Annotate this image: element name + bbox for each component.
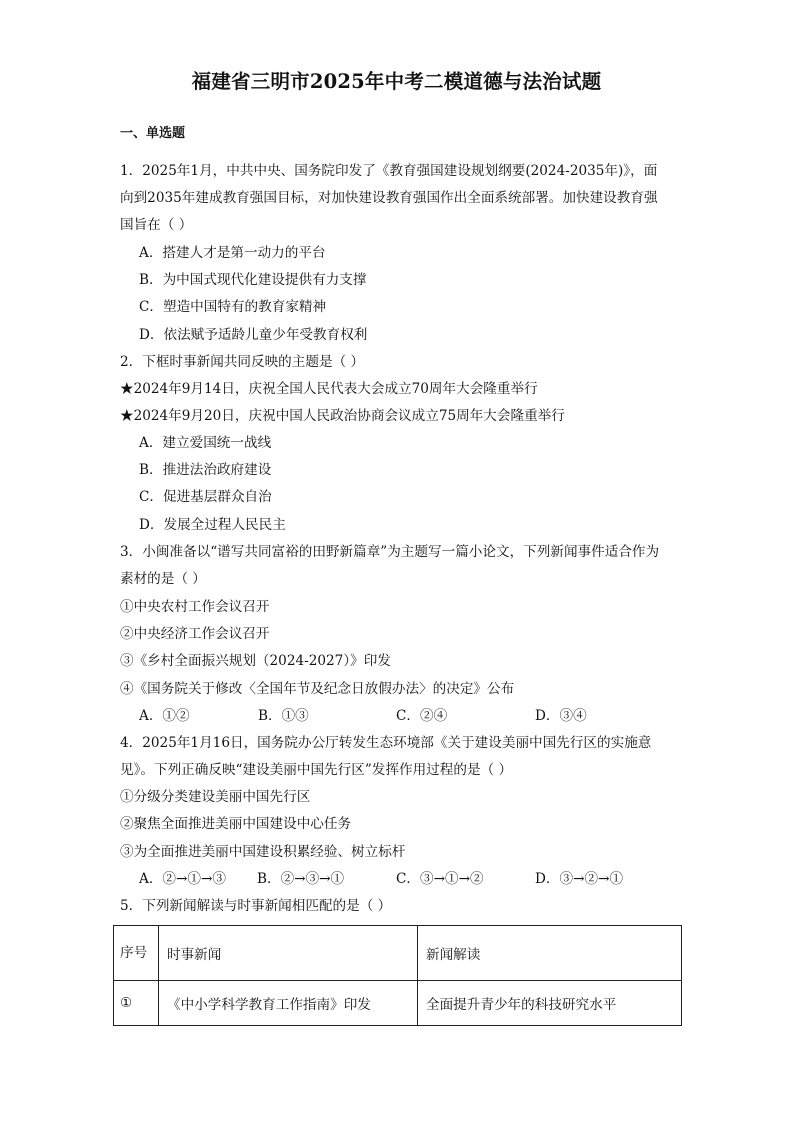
q2-option-d: D．发展全过程人民民主 xyxy=(139,517,286,533)
q3-item-2: ②中央经济工作会议召开 xyxy=(120,626,270,642)
q1-option-b: B．为中国式现代化建设提供有力支撑 xyxy=(139,272,367,288)
q5-table xyxy=(113,925,682,1026)
q4-item-3: ③为全面推进美丽中国建设积累经验、树立标杆 xyxy=(120,844,406,860)
q4-option-c: C．③→①→② xyxy=(396,871,484,887)
q3-line-2: 素材的是（ ） xyxy=(120,571,206,587)
q4-option-d: D．③→②→① xyxy=(535,871,624,887)
q2-stem: 2．下框时事新闻共同反映的主题是（ ） xyxy=(120,354,365,370)
q5-stem: 5．下列新闻解读与时事新闻相匹配的是（ ） xyxy=(120,898,392,914)
q1-line-2: 向到2035年建成教育强国目标，对加快建设教育强国作出全面系统部署。加快建设教育强 xyxy=(120,190,658,206)
q2-option-c: C．促进基层群众自治 xyxy=(139,489,272,505)
q2-option-a: A．建立爱国统一战线 xyxy=(139,435,272,451)
row-news: 《中小学科学教育工作指南》印发 xyxy=(159,981,418,1026)
q4-line-1: 4．2025年1月16日，国务院办公厅转发生态环境部《关于建设美丽中国先行区的实施意 xyxy=(120,735,652,751)
q3-options-row xyxy=(139,707,699,725)
q4-line-2: 见》。下列正确反映“建设美丽中国先行区”发挥作用过程的是（ ） xyxy=(120,762,513,778)
row-seq: ① xyxy=(114,981,159,1026)
q4-item-2: ②聚焦全面推进美丽中国建设中心任务 xyxy=(120,816,352,832)
q4-option-b: B．②→③→① xyxy=(257,871,345,887)
q1-option-d: D．依法赋予适龄儿童少年受教育权利 xyxy=(139,327,368,343)
q1-option-a: A．搭建人才是第一动力的平台 xyxy=(139,245,326,261)
table-header-row xyxy=(114,926,682,981)
q2-news-1: ★2024年9月14日，庆祝全国人民代表大会成立70周年大会隆重举行 xyxy=(120,381,538,397)
table-row xyxy=(114,981,682,1026)
q3-option-d: D．③④ xyxy=(535,708,587,724)
q4-option-a: A．②→①→③ xyxy=(139,871,226,887)
header-news: 时事新闻 xyxy=(159,926,418,981)
q3-option-a: A．①② xyxy=(139,708,190,724)
q4-item-1: ①分级分类建设美丽中国先行区 xyxy=(120,789,311,805)
header-interpretation: 新闻解读 xyxy=(418,926,682,981)
q3-item-3: ③《乡村全面振兴规划（2024-2027）》印发 xyxy=(120,653,391,669)
page-title: 福建省三明市2025年中考二模道德与法治试题 xyxy=(191,70,602,93)
q3-line-1: 3．小闽准备以“谱写共同富裕的田野新篇章”为主题写一篇小论文，下列新闻事件适合作为 xyxy=(120,544,660,560)
section-heading: 一、单选题 xyxy=(120,126,186,141)
q2-news-2: ★2024年9月20日，庆祝中国人民政治协商会议成立75周年大会隆重举行 xyxy=(120,408,565,424)
q3-option-b: B．①③ xyxy=(258,708,309,724)
row-interpretation: 全面提升青少年的科技研究水平 xyxy=(418,981,682,1026)
q4-options-row xyxy=(139,870,699,888)
q1-line-1: 1．2025年1月，中共中央、国务院印发了《教育强国建设规划纲要(2024-2035年)》，面 xyxy=(120,163,658,179)
q2-option-b: B．推进法治政府建设 xyxy=(139,462,272,478)
q3-option-c: C．②④ xyxy=(396,708,448,724)
q3-item-1: ①中央农村工作会议召开 xyxy=(120,599,270,615)
header-seq: 序号 xyxy=(114,926,159,981)
q3-item-4: ④《国务院关于修改〈全国年节及纪念日放假办法〉的决定》公布 xyxy=(120,681,515,697)
q1-option-c: C．塑造中国特有的教育家精神 xyxy=(139,299,327,315)
q1-line-3: 国旨在（ ） xyxy=(120,217,193,233)
